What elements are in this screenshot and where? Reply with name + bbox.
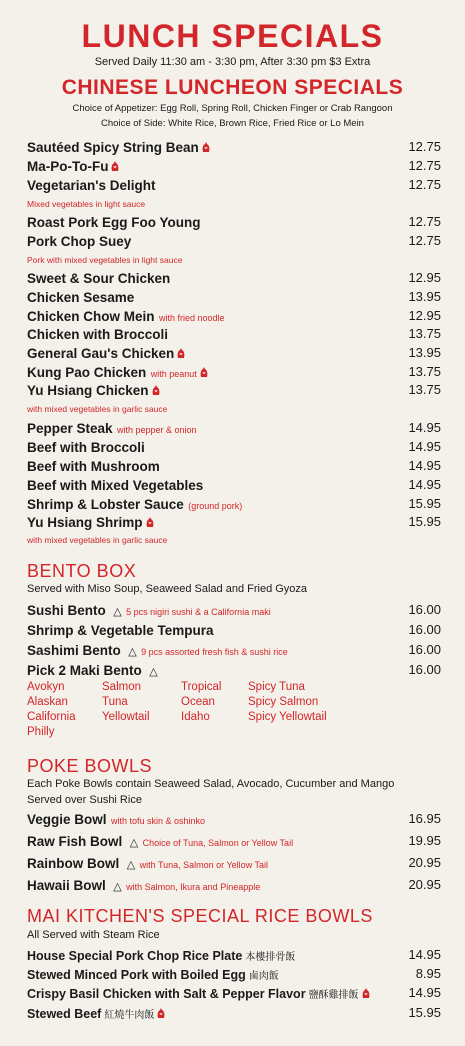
poke-description: Served over Sushi Rice <box>27 794 142 806</box>
menu-item <box>27 514 441 532</box>
item-name: House Special Pork Chop Rice Plate <box>27 949 243 963</box>
item-price: 15.95 <box>408 496 441 511</box>
maki-option: Ocean <box>181 696 215 708</box>
item-note: with Salmon, Ikura and Pineapple <box>126 882 261 892</box>
item-name: Crispy Basil Chicken with Salt & Pepper Flavor <box>27 987 306 1001</box>
menu-item <box>27 947 441 965</box>
maki-option: Yellowtail <box>102 711 150 723</box>
menu-item <box>27 477 441 495</box>
item-note: 9 pcs assorted fresh fish & sushi rice <box>141 647 288 657</box>
item-name: Yu Hsiang Chicken <box>27 383 149 398</box>
chili-pepper-icon <box>156 1007 166 1019</box>
item-note: 5 pcs nigiri sushi & a California maki <box>126 607 271 617</box>
menu-item <box>27 602 441 620</box>
item-chinese-name: 鹽酥雞排飯 <box>308 990 359 1001</box>
item-price: 12.95 <box>408 308 441 323</box>
menu-item <box>27 642 441 660</box>
menu-item <box>27 966 441 984</box>
chili-pepper-icon <box>145 516 155 528</box>
item-price: 15.95 <box>408 514 441 529</box>
item-chinese-name: 鹵肉飯 <box>248 971 279 982</box>
item-description: Pork with mixed vegetables in light sauce <box>27 255 183 265</box>
item-note: with fried noodle <box>158 313 225 323</box>
item-price: 14.95 <box>408 985 441 1000</box>
item-name: Sushi Bento <box>27 603 106 618</box>
item-price: 12.75 <box>408 177 441 192</box>
item-description: Mixed vegetables in light sauce <box>27 199 146 209</box>
item-name: Roast Pork Egg Foo Young <box>27 215 201 230</box>
triangle-icon: △ <box>126 859 136 871</box>
rice-section-title: MAI KITCHEN'S SPECIAL RICE BOWLS <box>27 906 373 926</box>
item-name: Raw Fish Bowl <box>27 834 123 849</box>
maki-column <box>27 680 76 740</box>
triangle-icon: △ <box>129 837 139 849</box>
poke-section-title: POKE BOWLS <box>27 756 153 776</box>
maki-column <box>248 680 327 725</box>
triangle-icon: △ <box>113 606 122 618</box>
item-name: Veggie Bowl <box>27 812 107 827</box>
item-name: Sautéed Spicy String Bean <box>27 140 199 155</box>
maki-option: Avokyn <box>27 681 65 693</box>
item-price: 12.75 <box>408 139 441 154</box>
menu-item <box>27 855 441 873</box>
side-choice: Choice of Side: White Rice, Brown Rice, Fried Rice or Lo Mein <box>101 118 364 129</box>
menu-item <box>27 214 441 232</box>
menu-item <box>27 662 441 680</box>
menu-item <box>27 177 441 195</box>
menu-item <box>27 233 441 251</box>
menu-item <box>27 496 441 514</box>
item-price: 16.00 <box>408 642 441 657</box>
chili-pepper-icon <box>151 384 161 396</box>
menu-item <box>27 270 441 288</box>
item-price: 14.95 <box>408 477 441 492</box>
maki-option: Tuna <box>102 696 128 708</box>
item-name: Hawaii Bowl <box>27 878 106 893</box>
maki-column <box>181 680 221 725</box>
item-price: 12.75 <box>408 233 441 248</box>
item-price: 16.95 <box>408 811 441 826</box>
menu-item <box>27 985 441 1003</box>
chili-pepper-icon <box>199 366 209 378</box>
menu-item <box>27 289 441 307</box>
item-name: Yu Hsiang Shrimp <box>27 515 143 530</box>
item-name: Beef with Mixed Vegetables <box>27 478 204 493</box>
item-price: 16.00 <box>408 602 441 617</box>
page-title: LUNCH SPECIALS <box>81 18 384 54</box>
maki-option: California <box>27 711 76 723</box>
item-chinese-name: 紅燒牛肉飯 <box>104 1010 155 1021</box>
item-name: Pick 2 Maki Bento <box>27 663 142 678</box>
item-note: with pepper & onion <box>117 425 197 435</box>
item-name: Kung Pao Chicken <box>27 365 147 380</box>
item-name: Shrimp & Lobster Sauce <box>27 497 184 512</box>
maki-column <box>102 680 150 725</box>
item-name: Pork Chop Suey <box>27 234 132 249</box>
item-price: 16.00 <box>408 622 441 637</box>
menu-item <box>27 877 441 895</box>
item-price: 14.95 <box>408 947 441 962</box>
item-price: 12.75 <box>408 214 441 229</box>
menu-item <box>27 326 441 344</box>
item-name: Rainbow Bowl <box>27 856 120 871</box>
appetizer-choice: Choice of Appetizer: Egg Roll, Spring Roll, Chicken Finger or Crab Rangoon <box>72 103 393 114</box>
item-note: with Tuna, Salmon or Yellow Tail <box>139 860 269 870</box>
item-note: Choice of Tuna, Salmon or Yellow Tail <box>142 838 294 848</box>
item-name: Chicken with Broccoli <box>27 327 169 342</box>
item-description: with mixed vegetables in garlic sauce <box>27 404 168 414</box>
menu-item <box>27 139 441 157</box>
maki-option: Salmon <box>102 681 141 693</box>
menu-item <box>27 345 441 363</box>
menu-item <box>27 158 441 176</box>
item-name: Chicken Sesame <box>27 290 135 305</box>
item-price: 8.95 <box>415 966 441 981</box>
chinese-section-title: CHINESE LUNCHEON SPECIALS <box>61 76 404 99</box>
item-price: 20.95 <box>408 855 441 870</box>
item-price: 13.95 <box>408 289 441 304</box>
menu-item <box>27 382 441 400</box>
item-note: (ground pork) <box>188 501 243 511</box>
maki-option: Tropical <box>181 681 222 693</box>
item-name: Ma-Po-To-Fu <box>27 159 109 174</box>
item-name: Chicken Chow Mein <box>27 309 155 324</box>
menu-item <box>27 811 441 829</box>
item-name: Sashimi Bento <box>27 643 121 658</box>
item-price: 14.95 <box>408 458 441 473</box>
item-note: with tofu skin & oshinko <box>110 816 206 826</box>
poke-description: Each Poke Bowls contain Seaweed Salad, Avocado, Cucumber and Mango <box>27 778 395 790</box>
item-name: General Gau's Chicken <box>27 346 175 361</box>
item-price: 14.95 <box>408 420 441 435</box>
item-price: 14.95 <box>408 439 441 454</box>
bento-description: Served with Miso Soup, Seaweed Salad and Fried Gyoza <box>27 583 308 595</box>
item-name: Stewed Beef <box>27 1007 102 1021</box>
item-name: Beef with Mushroom <box>27 459 160 474</box>
chili-pepper-icon <box>176 347 186 359</box>
menu-item <box>27 364 441 382</box>
item-name: Beef with Broccoli <box>27 440 145 455</box>
triangle-icon: △ <box>113 881 122 893</box>
item-price: 15.95 <box>408 1005 441 1020</box>
menu-item <box>27 622 441 640</box>
menu-item <box>27 458 441 476</box>
item-name: Shrimp & Vegetable Tempura <box>27 623 214 638</box>
maki-option: Alaskan <box>27 696 68 708</box>
rice-description: All Served with Steam Rice <box>27 929 160 941</box>
triangle-icon: △ <box>128 646 137 658</box>
item-note: with peanut <box>150 369 197 379</box>
chili-pepper-icon <box>110 160 120 172</box>
bento-section-title: BENTO BOX <box>27 561 137 581</box>
maki-option: Spicy Yellowtail <box>248 711 327 723</box>
item-chinese-name: 本樓排骨飯 <box>245 952 296 963</box>
item-price: 12.95 <box>408 270 441 285</box>
item-name: Vegetarian's Delight <box>27 178 156 193</box>
maki-option: Spicy Tuna <box>248 681 305 693</box>
menu-item <box>27 1005 441 1023</box>
maki-option: Philly <box>27 726 55 738</box>
item-name: Sweet & Sour Chicken <box>27 271 171 286</box>
item-price: 16.00 <box>408 662 441 677</box>
menu-item <box>27 439 441 457</box>
serving-hours: Served Daily 11:30 am - 3:30 pm, After 3:30 pm $3 Extra <box>94 56 371 68</box>
item-price: 20.95 <box>408 877 441 892</box>
menu-item <box>27 420 441 438</box>
menu-item <box>27 308 441 326</box>
maki-option: Idaho <box>181 711 210 723</box>
triangle-icon: △ <box>149 666 158 678</box>
item-price: 13.75 <box>408 364 441 379</box>
chili-pepper-icon <box>201 141 211 153</box>
menu-item <box>27 833 441 851</box>
item-price: 12.75 <box>408 158 441 173</box>
item-name: Stewed Minced Pork with Boiled Egg <box>27 968 246 982</box>
item-description: with mixed vegetables in garlic sauce <box>27 535 168 545</box>
item-price: 19.95 <box>408 833 441 848</box>
item-name: Pepper Steak <box>27 421 113 436</box>
maki-option: Spicy Salmon <box>248 696 319 708</box>
chili-pepper-icon <box>361 987 371 999</box>
item-price: 13.75 <box>408 326 441 341</box>
item-price: 13.95 <box>408 345 441 360</box>
item-price: 13.75 <box>408 382 441 397</box>
